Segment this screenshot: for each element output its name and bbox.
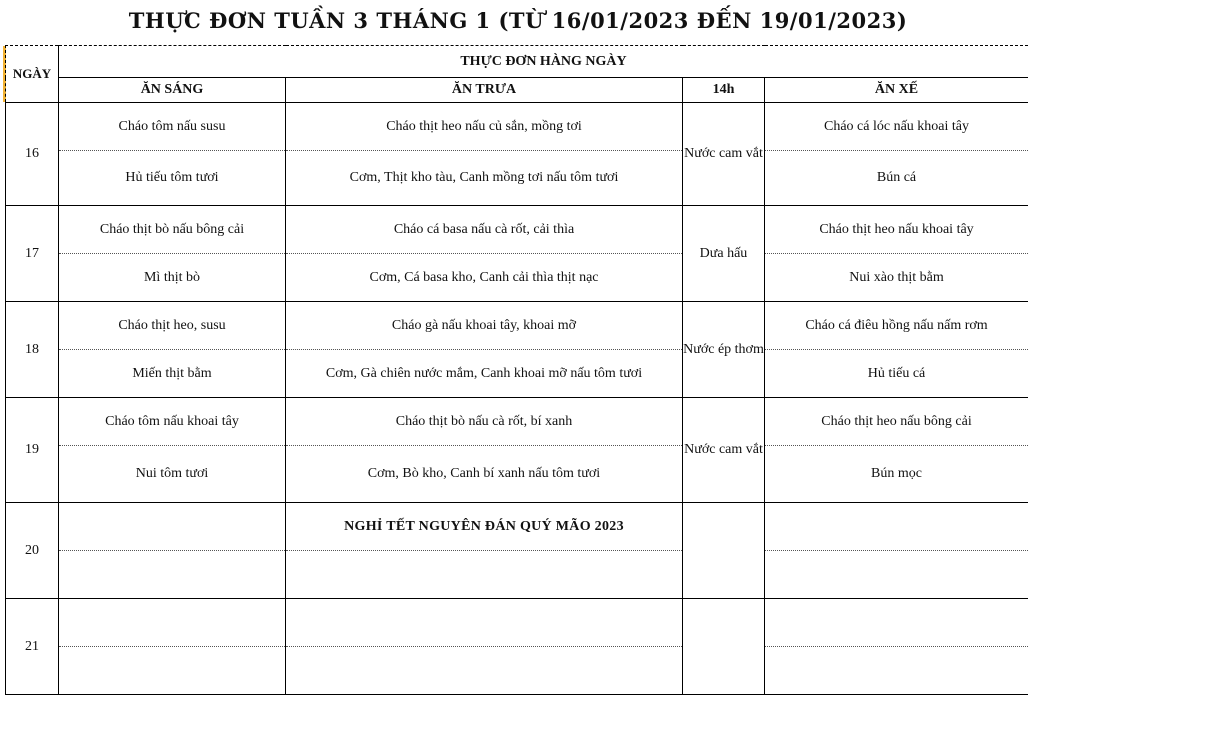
snack-cell[interactable] xyxy=(683,599,765,695)
day-cell[interactable]: 18 xyxy=(6,302,59,398)
lunch-cell[interactable]: Cháo thịt heo nấu củ sắn, mồng tơi xyxy=(286,103,683,151)
snack-cell[interactable]: Dưa hấu xyxy=(683,206,765,302)
lunch-header[interactable]: ĂN TRƯA xyxy=(286,78,683,103)
afternoon-cell[interactable]: Bún mọc xyxy=(765,446,1029,503)
afternoon-cell[interactable]: Cháo thịt heo nấu bông cải xyxy=(765,398,1029,446)
afternoon-cell[interactable]: Cháo thịt heo nấu khoai tây xyxy=(765,206,1029,254)
breakfast-cell[interactable]: Cháo tôm nấu khoai tây xyxy=(59,398,286,446)
breakfast-cell[interactable]: Miến thịt bằm xyxy=(59,350,286,398)
breakfast-header[interactable]: ĂN SÁNG xyxy=(59,78,286,103)
afternoon-cell[interactable]: Nui xào thịt bằm xyxy=(765,254,1029,302)
lunch-cell[interactable]: Cơm, Thịt kho tàu, Canh mồng tơi nấu tôm tươi xyxy=(286,151,683,206)
afternoon-header[interactable]: ĂN XẾ xyxy=(765,78,1029,103)
day-cell[interactable]: 19 xyxy=(6,398,59,503)
lunch-cell[interactable]: Cháo gà nấu khoai tây, khoai mỡ xyxy=(286,302,683,350)
day-cell[interactable]: 20 xyxy=(6,503,59,599)
lunch-cell[interactable]: Cơm, Bò kho, Canh bí xanh nấu tôm tươi xyxy=(286,446,683,503)
page-title: THỰC ĐƠN TUẦN 3 THÁNG 1 (TỪ 16/01/2023 ĐẾN 19/01/2023) xyxy=(128,8,908,33)
lunch-cell[interactable] xyxy=(286,551,683,599)
lunch-cell[interactable]: Cháo thịt bò nấu cà rốt, bí xanh xyxy=(286,398,683,446)
afternoon-cell[interactable]: Bún cá xyxy=(765,151,1029,206)
snack-header[interactable]: 14h xyxy=(683,78,765,103)
day-header[interactable]: NGÀY xyxy=(6,46,59,103)
afternoon-cell[interactable]: Cháo cá điêu hồng nấu nấm rơm xyxy=(765,302,1029,350)
breakfast-cell[interactable] xyxy=(59,551,286,599)
breakfast-cell[interactable] xyxy=(59,647,286,695)
breakfast-cell[interactable]: Mì thịt bò xyxy=(59,254,286,302)
breakfast-cell[interactable]: Hủ tiếu tôm tươi xyxy=(59,151,286,206)
daily-menu-header[interactable]: THỰC ĐƠN HÀNG NGÀY xyxy=(59,46,1029,78)
snack-cell[interactable]: Nước cam vắt xyxy=(683,103,765,206)
lunch-cell[interactable]: Cơm, Gà chiên nước mắm, Canh khoai mỡ nấu tôm tươi xyxy=(286,350,683,398)
day-cell[interactable]: 21 xyxy=(6,599,59,695)
afternoon-cell[interactable] xyxy=(765,647,1029,695)
afternoon-cell[interactable]: Hủ tiếu cá xyxy=(765,350,1029,398)
afternoon-cell[interactable] xyxy=(765,599,1029,647)
breakfast-cell[interactable] xyxy=(59,503,286,551)
holiday-notice[interactable]: NGHỈ TẾT NGUYÊN ĐÁN QUÝ MÃO 2023 xyxy=(286,503,683,551)
menu-table xyxy=(5,45,1028,695)
breakfast-cell[interactable] xyxy=(59,599,286,647)
lunch-cell[interactable] xyxy=(286,647,683,695)
afternoon-cell[interactable]: Cháo cá lóc nấu khoai tây xyxy=(765,103,1029,151)
lunch-cell[interactable]: Cháo cá basa nấu cà rốt, cải thìa xyxy=(286,206,683,254)
afternoon-cell[interactable] xyxy=(765,551,1029,599)
snack-cell[interactable]: Nước ép thơm xyxy=(683,302,765,398)
breakfast-cell[interactable]: Nui tôm tươi xyxy=(59,446,286,503)
breakfast-cell[interactable]: Cháo thịt heo, susu xyxy=(59,302,286,350)
lunch-cell[interactable]: Cơm, Cá basa kho, Canh cải thìa thịt nạc xyxy=(286,254,683,302)
menu-sheet xyxy=(5,45,1028,696)
afternoon-cell[interactable] xyxy=(765,503,1029,551)
breakfast-cell[interactable]: Cháo tôm nấu susu xyxy=(59,103,286,151)
snack-cell[interactable] xyxy=(683,503,765,599)
snack-cell[interactable]: Nước cam vắt xyxy=(683,398,765,503)
day-cell[interactable]: 16 xyxy=(6,103,59,206)
lunch-cell[interactable] xyxy=(286,599,683,647)
day-cell[interactable]: 17 xyxy=(6,206,59,302)
breakfast-cell[interactable]: Cháo thịt bò nấu bông cải xyxy=(59,206,286,254)
